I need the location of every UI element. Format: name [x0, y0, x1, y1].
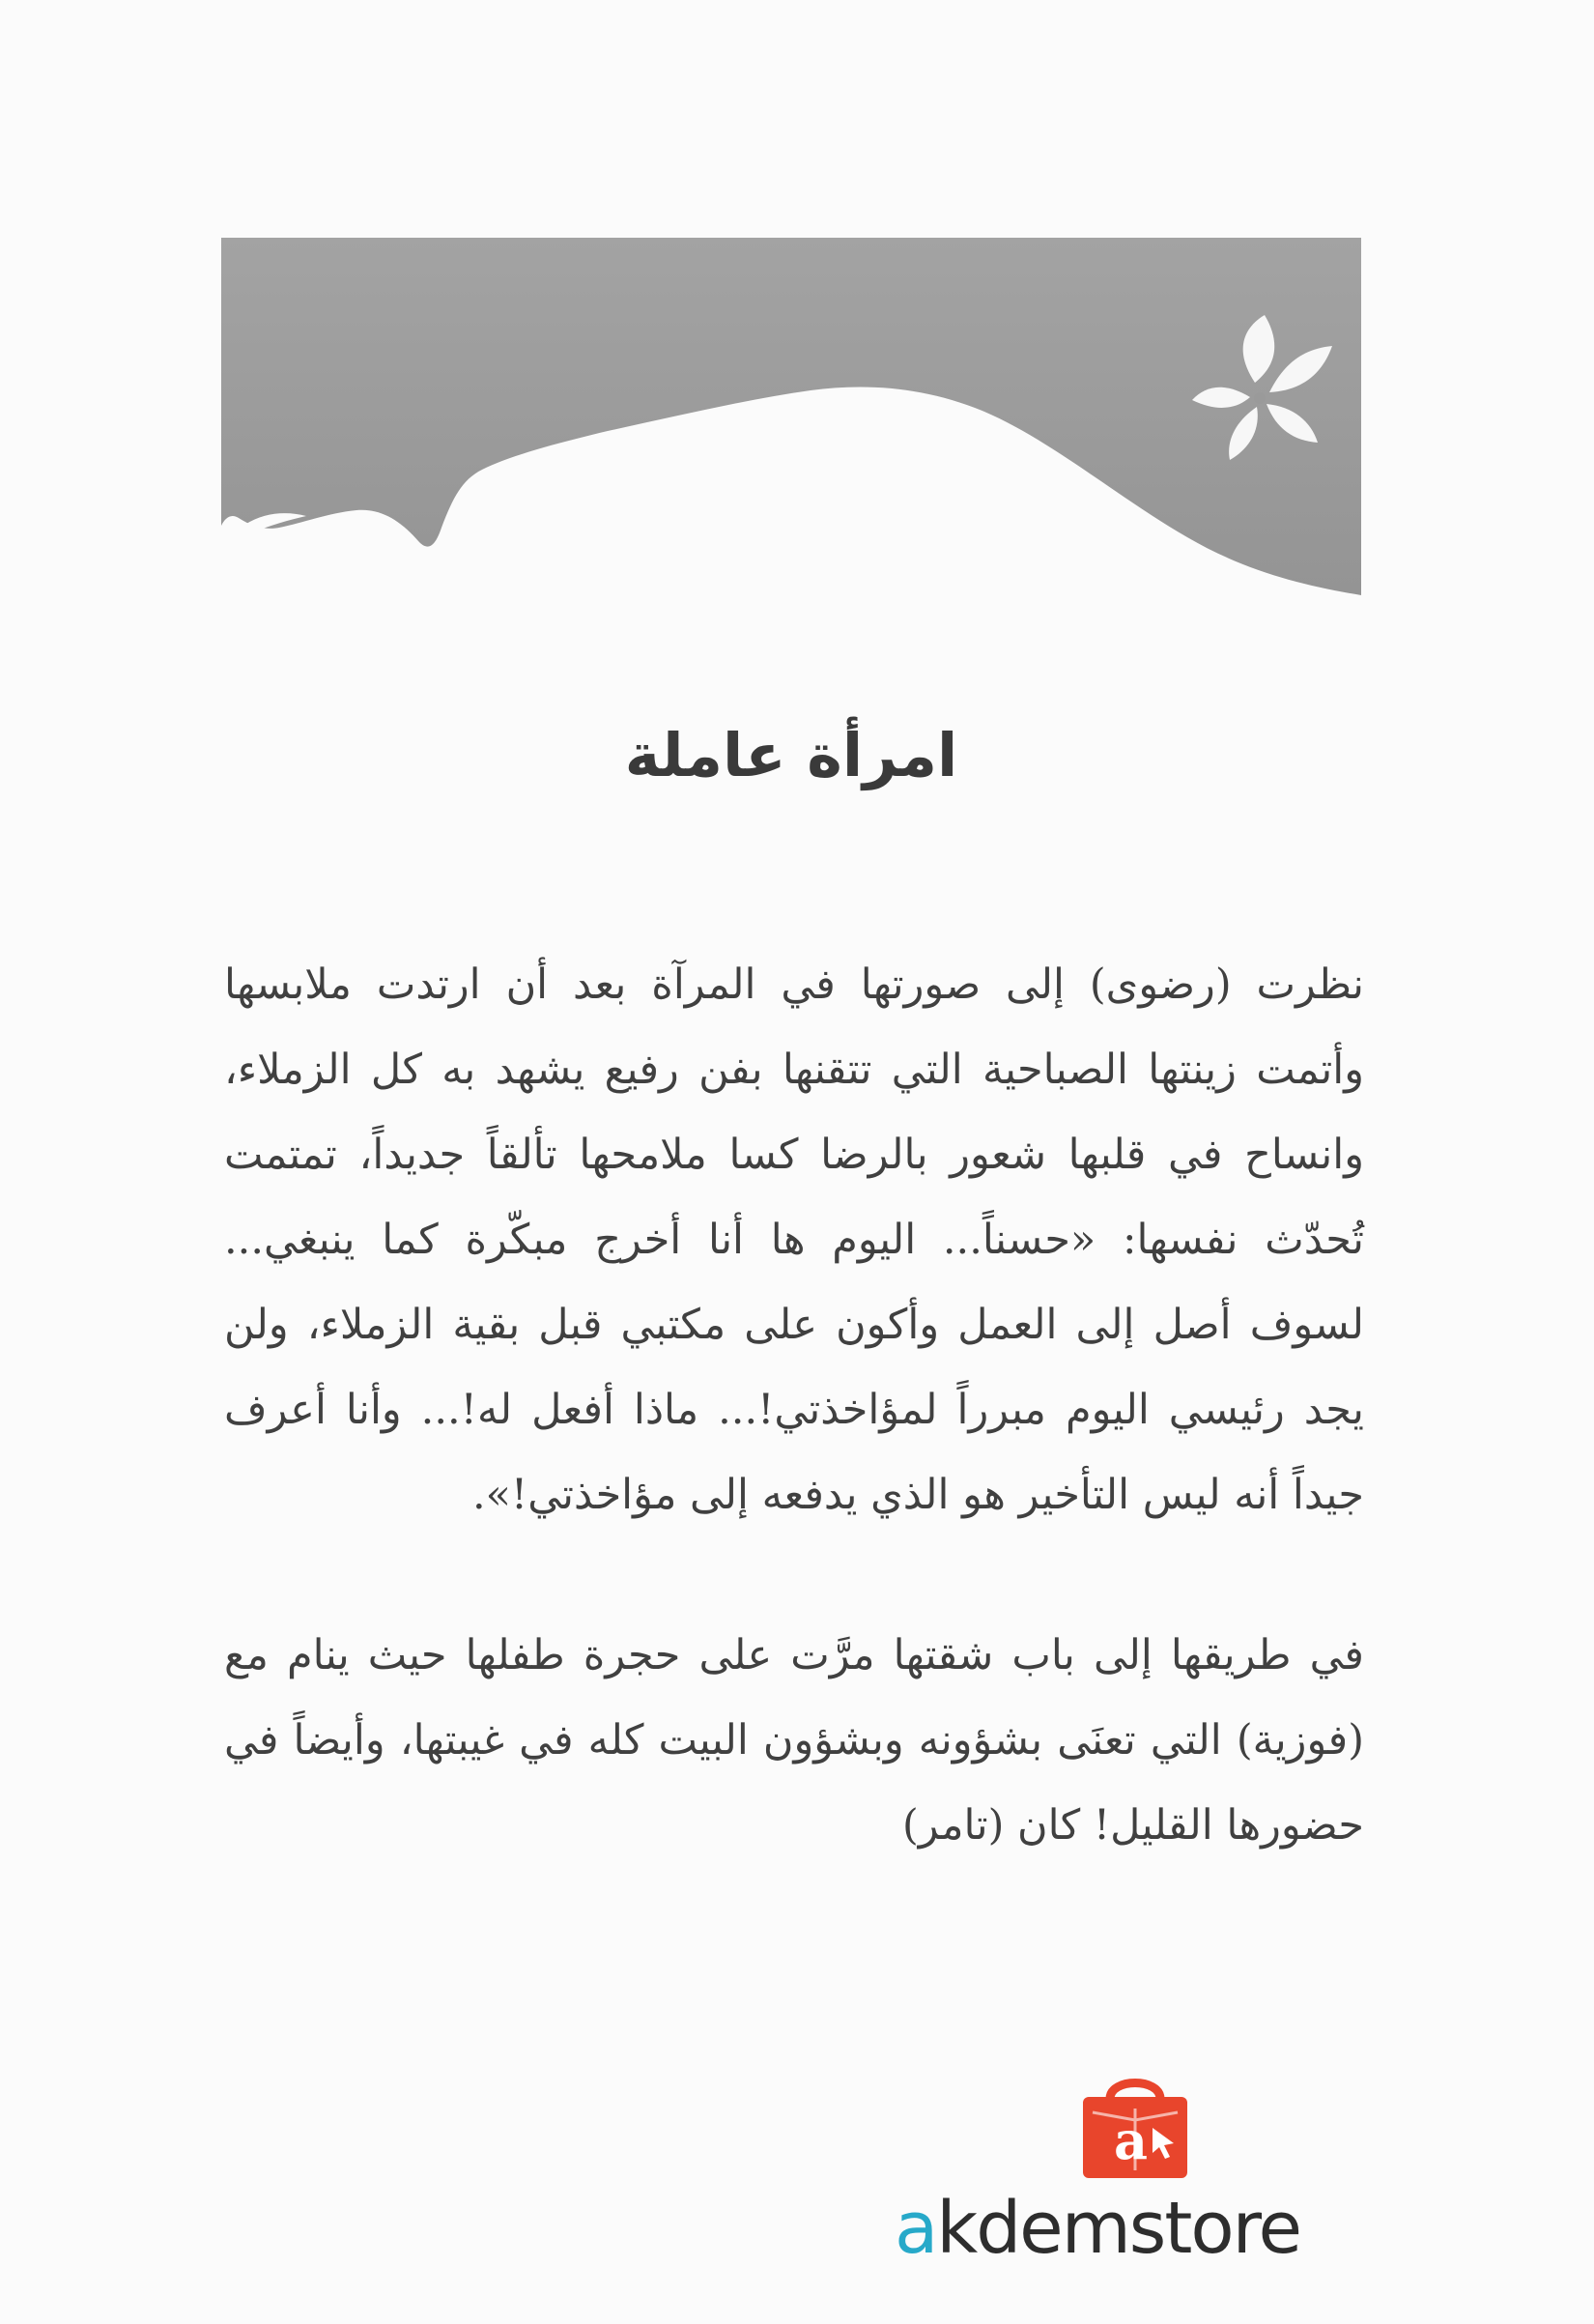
wave-banner [221, 238, 1361, 595]
shopping-bag-logo-icon [1073, 2070, 1197, 2182]
chapter-header-band [221, 238, 1361, 595]
akdemstore-watermark [895, 2070, 1397, 2270]
svg-text:a: a [1114, 2109, 1148, 2171]
chapter-title: امرأة عاملة [624, 720, 958, 790]
paragraph: في طريقها إلى باب شقتها مرَّت على حجرة طفلها حيث ينام مع (فوزية) التي تعنَى بشؤونه وبشؤون البيت كله في غيبتها، وأيضاً في حضورها القليل! كان (تامر) [224, 1631, 1364, 1850]
body-text [224, 942, 1364, 1868]
watermark-wordmark: akdemstore [895, 2187, 1300, 2270]
paragraph: نظرت (رضوى) إلى صورتها في المرآة بعد أن ارتدت ملابسها وأتمت زينتها الصباحية التي تتقنها بفن رفيع يشهد به كل الزملاء، وانساح في قلبها شعور بالرضا كسا ملامحها تألقاً جديداً، تمتمت تُحدّث نفسها: «حسناً... اليوم ها أنا أخرج مبكّرة كما ينبغي... لسوف أصل إلى العمل وأكون على مكتبي قبل بقية الزملاء، ولن يجد رئيسي اليوم مبرراً لمؤاخذتي!... ماذا أفعل له!... وأنا أعرف جيداً أنه ليس التأخير هو الذي يدفعه إلى مؤاخذتي!». [224, 961, 1364, 1519]
